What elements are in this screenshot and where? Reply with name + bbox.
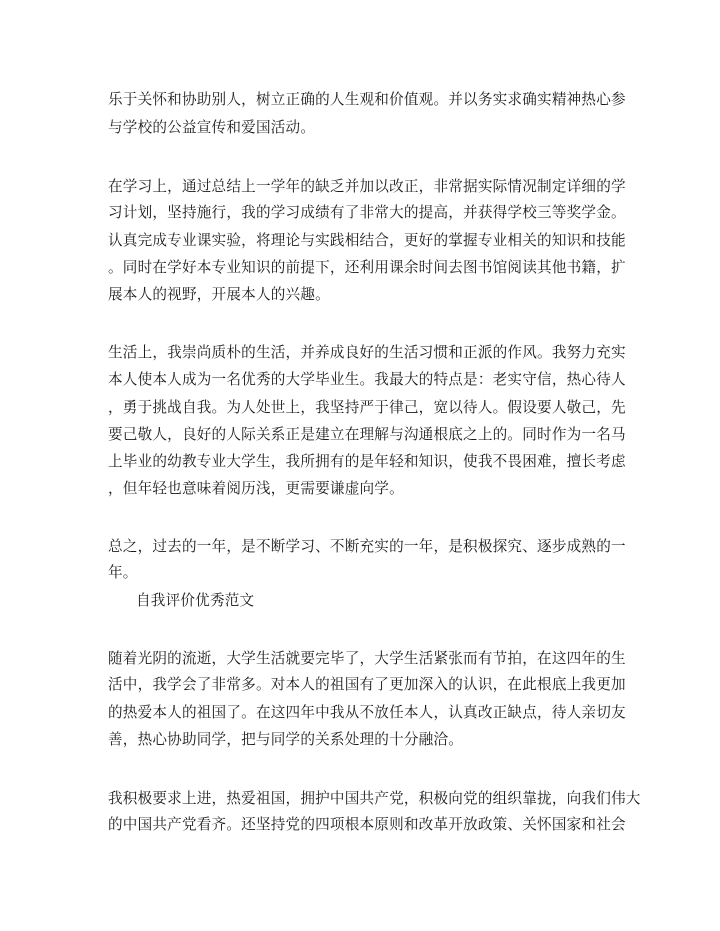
text-line-3: 在学习上，通过总结上一学年的缺乏并加以改正，非常据实际情况制定详细的学 — [108, 178, 626, 195]
text-line-19: 善，热心协助同学，把与同学的关系处理的十分融洽。 — [108, 731, 464, 748]
text-line-6: 。同时在学好本专业知识的前提下，还利用课余时间去图书馆阅读其他书籍，扩 — [108, 259, 626, 276]
text-line-8: 生活上，我崇尚质朴的生活，并养成良好的生活习惯和正派的作风。我努力充实 — [108, 344, 626, 361]
text-line-1: 乐于关怀和协助别人，树立正确的人生观和价值观。并以务实求确实精神热心参 — [108, 91, 626, 108]
section-heading: 自我评价优秀范文 — [136, 592, 255, 609]
text-line-5: 认真完成专业课实验，将理论与实践相结合，更好的掌握专业相关的知识和技能 — [108, 232, 626, 249]
text-line-20: 我积极要求上进，热爱祖国，拥护中国共产党，积极向党的组织靠拢，向我们伟大 — [108, 790, 641, 807]
text-line-4: 习计划，坚持施行，我的学习成绩有了非常大的提高，并获得学校三等奖学金。 — [108, 204, 626, 221]
text-line-11: 要己敬人，良好的人际关系正是建立在理解与沟通根底之上的。同时作为一名马 — [108, 426, 626, 443]
text-line-7: 展本人的视野，开展本人的兴趣。 — [108, 286, 330, 303]
text-line-13: ，但年轻也意味着阅历浅，更需要谦虚向学。 — [108, 480, 404, 497]
text-line-2: 与学校的公益宣传和爱国活动。 — [108, 119, 316, 136]
text-line-16: 随着光阴的流逝，大学生活就要完毕了，大学生活紧张而有节拍，在这四年的生 — [108, 650, 626, 667]
text-line-14: 总之，过去的一年，是不断学习、不断充实的一年，是积极探究、逐步成熟的一 — [108, 538, 626, 555]
text-line-21: 的中国共产党看齐。还坚持党的四项根本原则和改革开放政策、关怀国家和社会 — [108, 816, 626, 833]
text-line-17: 活中，我学会了非常多。对本人的祖国有了更加深入的认识，在此根底上我更加 — [108, 676, 626, 693]
text-line-10: ，勇于挑战自我。为人处世上，我坚持严于律己，宽以待人。假设要人敬己，先 — [108, 399, 626, 416]
text-line-9: 本人使本人成为一名优秀的大学毕业生。我最大的特点是：老实守信，热心待人 — [108, 371, 626, 388]
text-line-15: 年。 — [108, 564, 138, 581]
text-line-12: 上毕业的幼教专业大学生，我所拥有的是年轻和知识，使我不畏困难，擅长考虑 — [108, 453, 626, 470]
text-line-18: 的热爱本人的祖国了。在这四年中我从不放任本人，认真改正缺点，待人亲切友 — [108, 704, 626, 721]
